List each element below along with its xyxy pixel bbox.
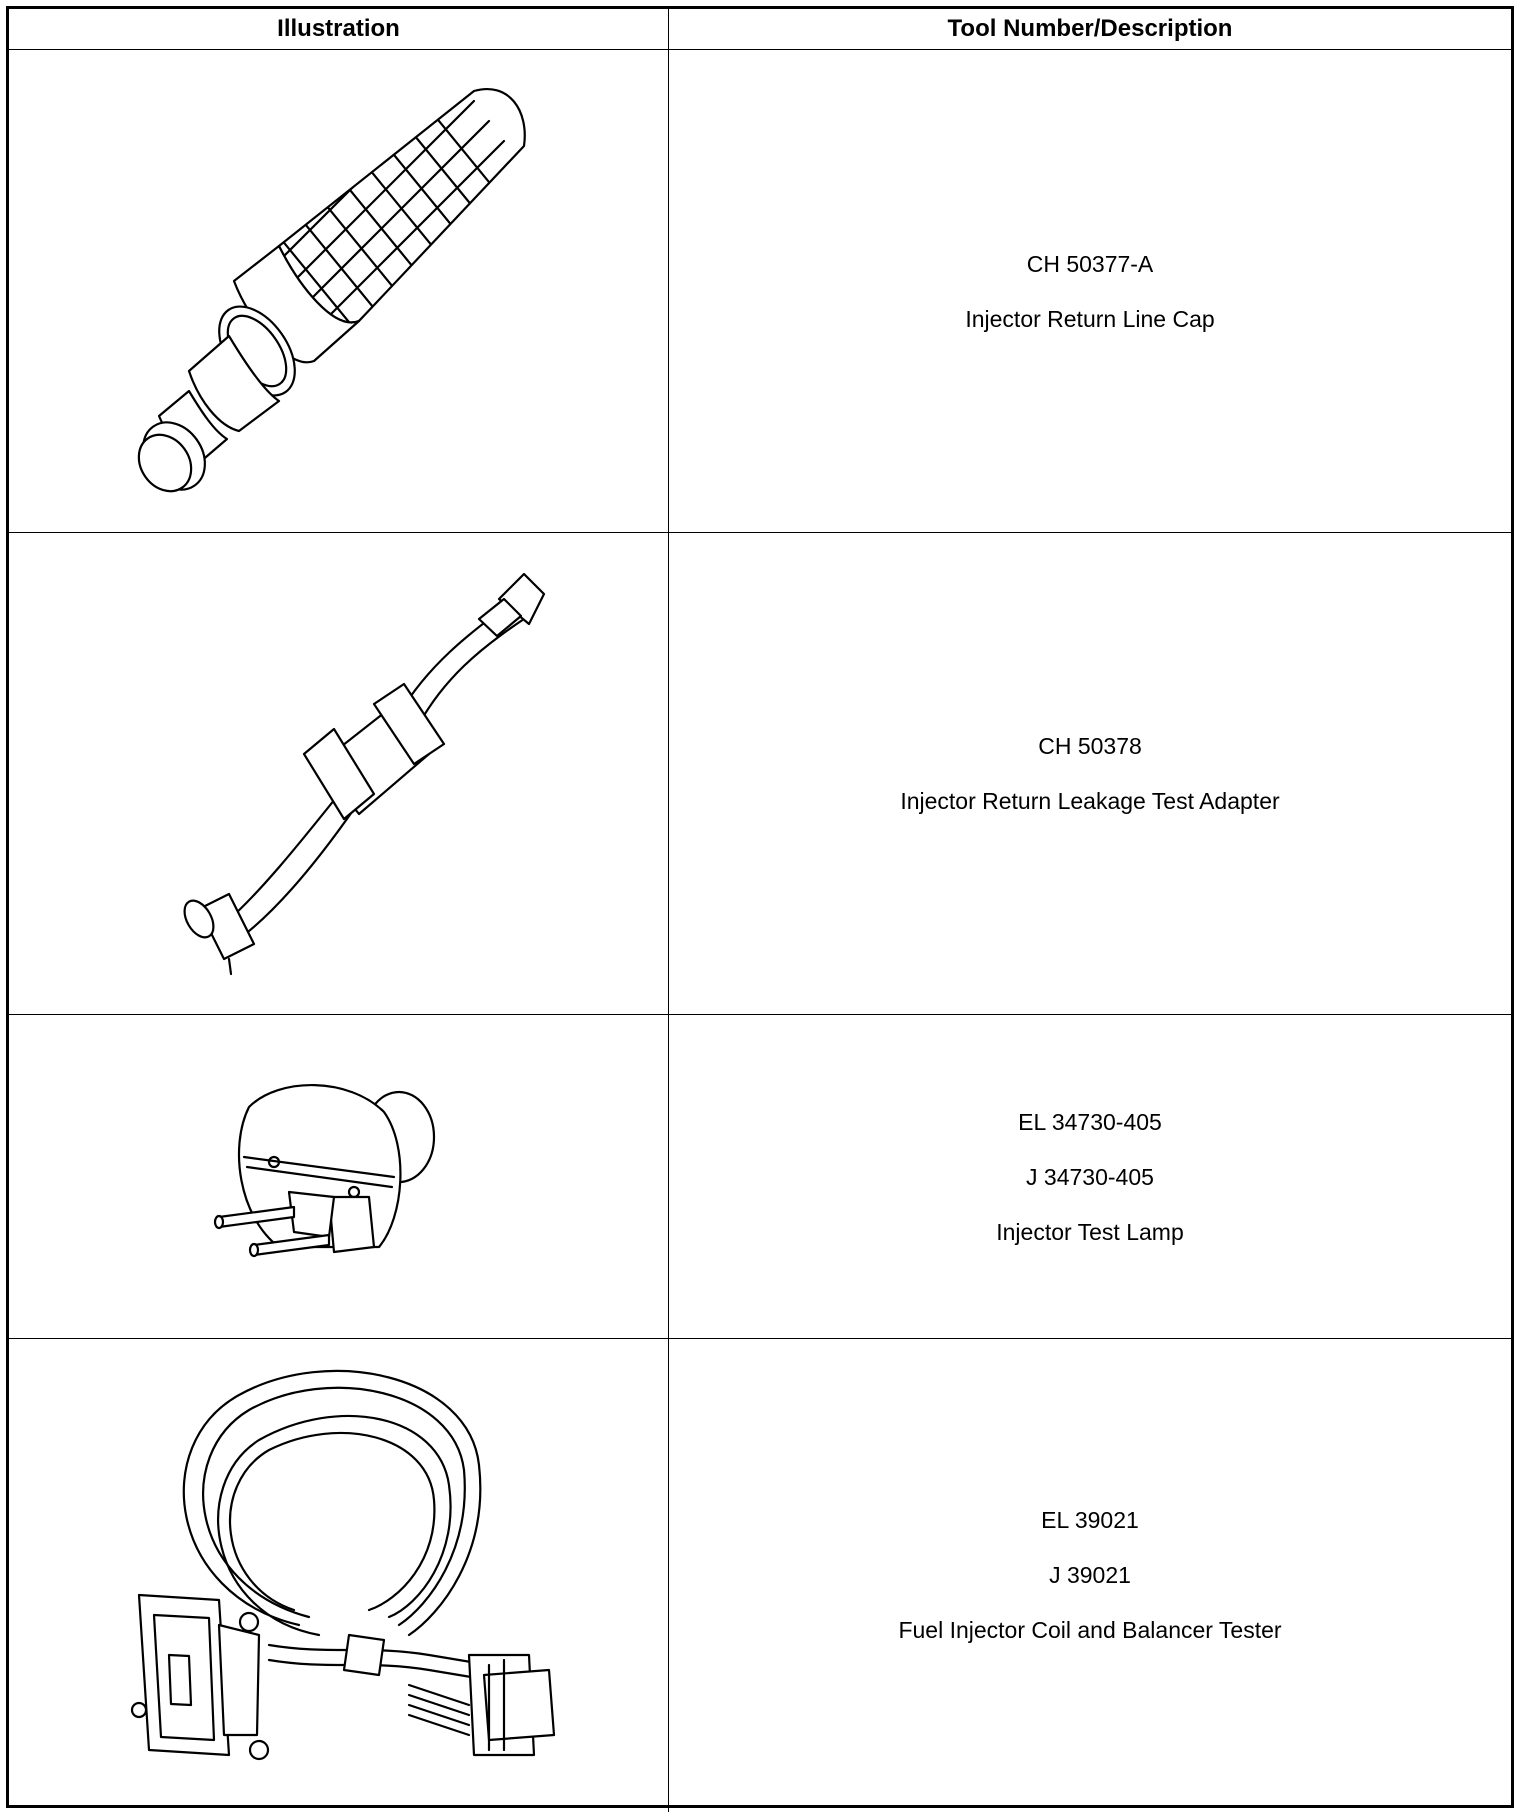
tool-number-alt: J 39021 [1049, 1562, 1131, 1589]
tool-description-header: Tool Number/Description [669, 9, 1512, 50]
injector-test-lamp-icon [209, 1067, 469, 1287]
illustration-cell [9, 533, 669, 1015]
injector-return-line-cap-icon [129, 71, 549, 511]
tool-description-cell [669, 1015, 1512, 1339]
table-row [9, 1339, 1511, 1812]
illustration-cell [9, 1339, 669, 1812]
tool-number: EL 39021 [1041, 1507, 1139, 1534]
header-row [9, 9, 1511, 50]
tool-description: Injector Test Lamp [996, 1218, 1184, 1245]
special-tools-table [9, 9, 1511, 1812]
table-row [9, 533, 1511, 1015]
tool-number-alt: J 34730-405 [1026, 1163, 1154, 1190]
tool-number: CH 50377-A [1026, 250, 1154, 277]
illustration-cell [9, 50, 669, 533]
illustration-cell [9, 1015, 669, 1339]
table-row [9, 1015, 1511, 1339]
tools-table-frame [6, 6, 1514, 1808]
tool-description: Injector Return Leakage Test Adapter [900, 788, 1280, 814]
table-row [9, 50, 1511, 533]
coil-balancer-tester-icon [109, 1355, 569, 1795]
tool-number: CH 50378 [1038, 733, 1142, 759]
tool-number: EL 34730-405 [1018, 1108, 1162, 1135]
tool-description-cell [669, 533, 1512, 1015]
tool-description: Fuel Injector Coil and Balancer Tester [898, 1617, 1282, 1644]
tool-description: Injector Return Line Cap [965, 305, 1215, 332]
tool-description-cell [669, 1339, 1512, 1812]
leakage-test-adapter-icon [129, 564, 549, 984]
tool-description-cell [669, 50, 1512, 533]
illustration-header: Illustration [9, 9, 669, 50]
